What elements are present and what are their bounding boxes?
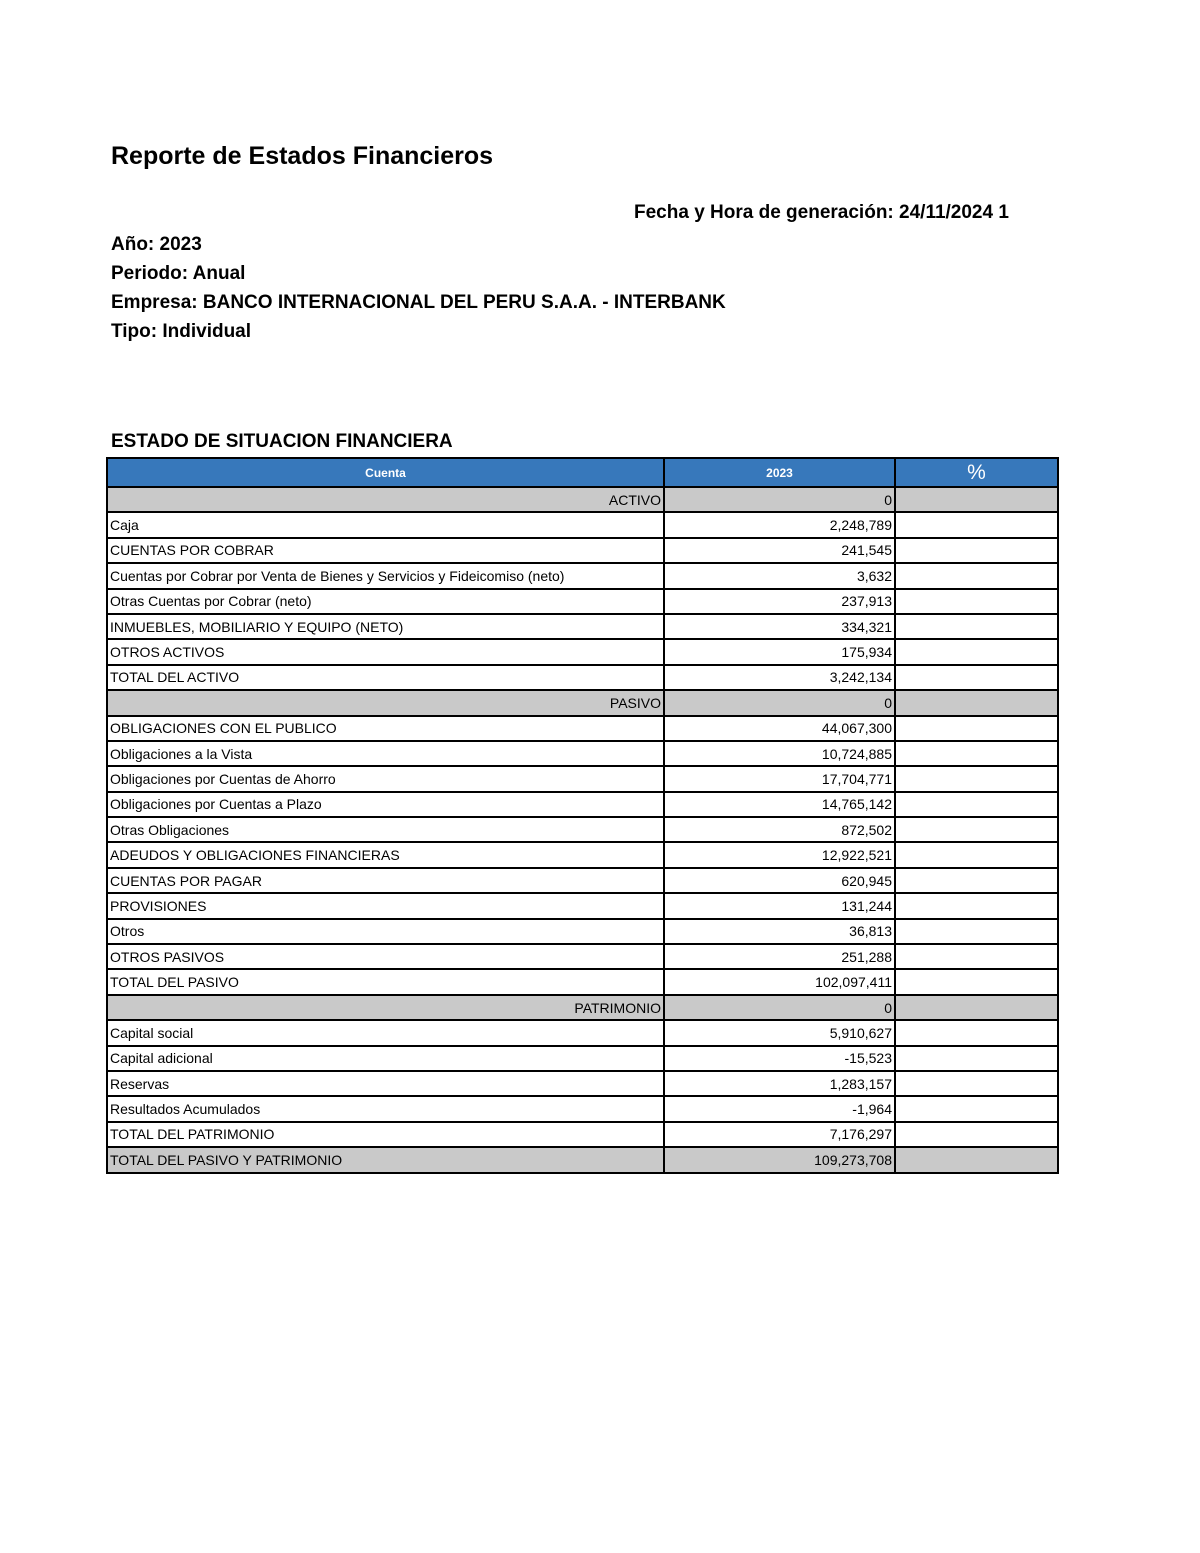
- account-percent: [895, 893, 1058, 918]
- table-row: [107, 792, 1058, 817]
- account-name: OBLIGACIONES CON EL PUBLICO: [107, 716, 664, 741]
- report-company: Empresa: BANCO INTERNACIONAL DEL PERU S.A.A. - INTERBANK: [111, 292, 726, 313]
- section-group-row: [107, 995, 1058, 1020]
- account-percent: [895, 639, 1058, 664]
- account-value: 14,765,142: [664, 792, 895, 817]
- account-value: 5,910,627: [664, 1020, 895, 1045]
- account-name: Otros: [107, 919, 664, 944]
- table-row: [107, 1147, 1058, 1172]
- account-percent: [895, 792, 1058, 817]
- account-name: CUENTAS POR PAGAR: [107, 868, 664, 893]
- account-name: TOTAL DEL PASIVO: [107, 969, 664, 994]
- account-percent: [895, 665, 1058, 690]
- section-title: ESTADO DE SITUACION FINANCIERA: [111, 431, 453, 452]
- table-row: [107, 1096, 1058, 1121]
- table-row: [107, 1020, 1058, 1045]
- account-percent: [895, 1071, 1058, 1096]
- table-row: [107, 766, 1058, 791]
- table-row: [107, 665, 1058, 690]
- account-percent: [895, 766, 1058, 791]
- account-name: PATRIMONIO: [107, 995, 664, 1020]
- account-value: 872,502: [664, 817, 895, 842]
- account-name: ADEUDOS Y OBLIGACIONES FINANCIERAS: [107, 842, 664, 867]
- account-name: Cuentas por Cobrar por Venta de Bienes y Servicios y Fideicomiso (neto): [107, 563, 664, 588]
- account-name: TOTAL DEL ACTIVO: [107, 665, 664, 690]
- table-row: [107, 842, 1058, 867]
- account-percent: [895, 944, 1058, 969]
- account-value: 44,067,300: [664, 716, 895, 741]
- account-value: 1,283,157: [664, 1071, 895, 1096]
- account-percent: [895, 817, 1058, 842]
- table-body: [107, 487, 1058, 1173]
- report-type: Tipo: Individual: [111, 321, 252, 342]
- account-name: CUENTAS POR COBRAR: [107, 538, 664, 563]
- account-value: 334,321: [664, 614, 895, 639]
- account-name: OTROS ACTIVOS: [107, 639, 664, 664]
- account-name: Obligaciones por Cuentas de Ahorro: [107, 766, 664, 791]
- generation-datetime: Fecha y Hora de generación: 24/11/2024 1: [634, 202, 1009, 223]
- account-value: 3,632: [664, 563, 895, 588]
- account-percent: [895, 716, 1058, 741]
- account-name: TOTAL DEL PATRIMONIO: [107, 1122, 664, 1147]
- report-title: Reporte de Estados Financieros: [111, 142, 494, 170]
- account-name: Otras Cuentas por Cobrar (neto): [107, 589, 664, 614]
- account-name: Capital adicional: [107, 1046, 664, 1071]
- account-value: 131,244: [664, 893, 895, 918]
- account-percent: [895, 741, 1058, 766]
- account-percent: [895, 512, 1058, 537]
- table-row: [107, 512, 1058, 537]
- column-header-percent: %: [895, 458, 1058, 487]
- account-percent: [895, 868, 1058, 893]
- table-row: [107, 919, 1058, 944]
- account-value: 2,248,789: [664, 512, 895, 537]
- table-row: [107, 1046, 1058, 1071]
- financial-statement-table: [106, 457, 1059, 1174]
- account-value: 0: [664, 487, 895, 512]
- table-row: [107, 741, 1058, 766]
- account-value: -15,523: [664, 1046, 895, 1071]
- table-row: [107, 969, 1058, 994]
- table-row: [107, 1071, 1058, 1096]
- account-value: 0: [664, 690, 895, 715]
- account-value: 0: [664, 995, 895, 1020]
- account-name: Obligaciones por Cuentas a Plazo: [107, 792, 664, 817]
- account-value: -1,964: [664, 1096, 895, 1121]
- account-value: 241,545: [664, 538, 895, 563]
- account-name: Reservas: [107, 1071, 664, 1096]
- account-percent: [895, 1096, 1058, 1121]
- account-name: INMUEBLES, MOBILIARIO Y EQUIPO (NETO): [107, 614, 664, 639]
- account-value: 175,934: [664, 639, 895, 664]
- table-row: [107, 1122, 1058, 1147]
- account-name: Obligaciones a la Vista: [107, 741, 664, 766]
- account-name: OTROS PASIVOS: [107, 944, 664, 969]
- account-percent: [895, 1122, 1058, 1147]
- account-value: 12,922,521: [664, 842, 895, 867]
- account-percent: [895, 995, 1058, 1020]
- account-name: TOTAL DEL PASIVO Y PATRIMONIO: [107, 1147, 664, 1172]
- account-name: Resultados Acumulados: [107, 1096, 664, 1121]
- section-group-row: [107, 487, 1058, 512]
- account-percent: [895, 690, 1058, 715]
- account-percent: [895, 563, 1058, 588]
- account-percent: [895, 589, 1058, 614]
- table-row: [107, 716, 1058, 741]
- table-row: [107, 589, 1058, 614]
- account-percent: [895, 538, 1058, 563]
- column-header-year: 2023: [664, 458, 895, 487]
- account-percent: [895, 842, 1058, 867]
- table-row: [107, 639, 1058, 664]
- account-percent: [895, 919, 1058, 944]
- account-percent: [895, 614, 1058, 639]
- table-row: [107, 563, 1058, 588]
- account-value: 237,913: [664, 589, 895, 614]
- table-row: [107, 893, 1058, 918]
- table-row: [107, 614, 1058, 639]
- account-value: 620,945: [664, 868, 895, 893]
- account-value: 3,242,134: [664, 665, 895, 690]
- account-name: PROVISIONES: [107, 893, 664, 918]
- section-group-row: [107, 690, 1058, 715]
- report-year: Año: 2023: [111, 234, 202, 255]
- account-value: 10,724,885: [664, 741, 895, 766]
- table-header-row: [107, 458, 1058, 487]
- account-value: 109,273,708: [664, 1147, 895, 1172]
- report-period: Periodo: Anual: [111, 263, 246, 284]
- account-value: 7,176,297: [664, 1122, 895, 1147]
- account-name: Caja: [107, 512, 664, 537]
- account-percent: [895, 487, 1058, 512]
- column-header-cuenta: Cuenta: [107, 458, 664, 487]
- account-name: Capital social: [107, 1020, 664, 1045]
- account-name: ACTIVO: [107, 487, 664, 512]
- account-value: 36,813: [664, 919, 895, 944]
- account-value: 102,097,411: [664, 969, 895, 994]
- account-value: 17,704,771: [664, 766, 895, 791]
- table-row: [107, 868, 1058, 893]
- account-percent: [895, 1020, 1058, 1045]
- account-percent: [895, 1147, 1058, 1172]
- account-percent: [895, 1046, 1058, 1071]
- account-name: Otras Obligaciones: [107, 817, 664, 842]
- table-row: [107, 817, 1058, 842]
- table-row: [107, 538, 1058, 563]
- account-percent: [895, 969, 1058, 994]
- table-row: [107, 944, 1058, 969]
- account-value: 251,288: [664, 944, 895, 969]
- account-name: PASIVO: [107, 690, 664, 715]
